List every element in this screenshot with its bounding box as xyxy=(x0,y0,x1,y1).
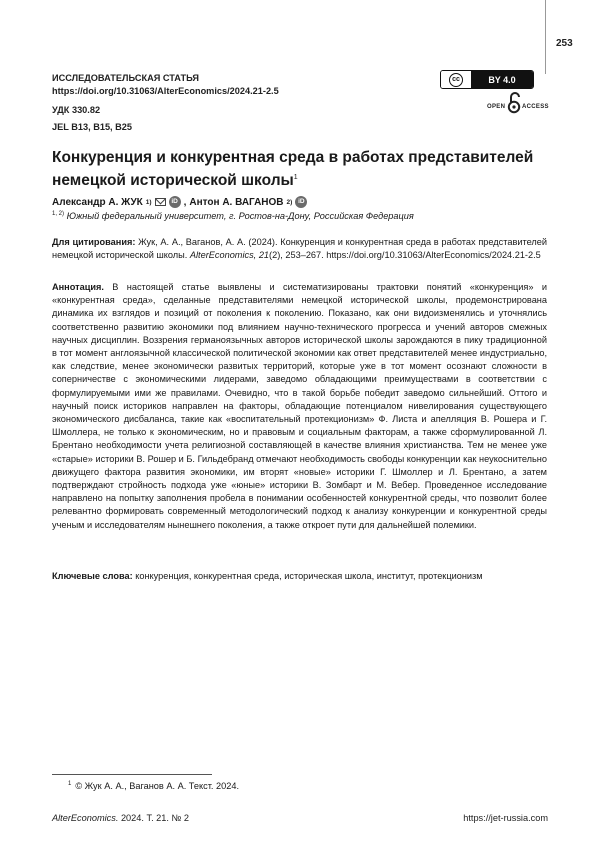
citation-label: Для цитирования: xyxy=(52,237,136,247)
keywords-label: Ключевые слова: xyxy=(52,571,133,581)
citation-block: Для цитирования: Жук, А. А., Ваганов, А. А. (2024). Конкуренция и конкурентная среда в работах представителей немецкой исторической школы. AlterEconomics, 21(2), 253–267. https://doi.org/10.31063/AlterEconomics/2024.21-2.5 xyxy=(52,237,548,261)
license-label: BY 4.0 xyxy=(471,71,533,88)
header-divider xyxy=(545,0,546,74)
article-type: ИССЛЕДОВАТЕЛЬСКАЯ СТАТЬЯ xyxy=(52,73,199,83)
affiliation-mark: 1, 2) xyxy=(52,211,65,217)
orcid-icon[interactable]: iD xyxy=(169,196,181,208)
udk: УДК 330.82 xyxy=(52,105,101,115)
page-number: 253 xyxy=(556,38,573,49)
author-affil-mark: 2) xyxy=(286,198,293,206)
footer-site-link[interactable]: https://jet-russia.com xyxy=(463,813,548,823)
cc-license-badge[interactable] xyxy=(440,70,534,89)
orcid-icon[interactable]: iD xyxy=(295,196,307,208)
cc-icon: cc xyxy=(441,71,471,88)
abstract-label: Аннотация. xyxy=(52,282,104,292)
keywords xyxy=(52,570,547,583)
authors-line xyxy=(52,196,307,208)
open-access-left-text: OPEN xyxy=(487,104,506,110)
article-title: Конкуренция и конкурентная среда в работах представителей немецкой исторической школы$^1$ xyxy=(52,149,534,190)
open-lock-icon xyxy=(507,92,521,114)
keywords-text: конкуренция, конкурентная среда, историческая школа, институт, протекционизм xyxy=(132,571,483,581)
title-footnote-mark: 1 xyxy=(293,174,298,181)
author-name: Александр А. ЖУК xyxy=(52,196,143,208)
open-access-right-text: ACCESS xyxy=(522,104,549,110)
journal-name: AlterEconomics, xyxy=(189,250,257,261)
footer-journal: AlterEconomics. 2024. Т. 21. № 2 xyxy=(52,813,190,823)
doi-link[interactable]: https://doi.org/10.31063/AlterEconomics/2024.21-2.5 xyxy=(52,86,279,96)
affiliation: $^{1, 2)}$ Южный федеральный университет, г. Ростов-на-Дону, Российская Федерация xyxy=(52,211,414,222)
author-affil-mark: 1) xyxy=(145,198,152,206)
email-icon[interactable] xyxy=(155,198,166,206)
author-name: Антон А. ВАГАНОВ xyxy=(189,196,284,208)
open-access-logo xyxy=(487,92,547,116)
abstract-text: В настоящей статье выявлены и систематизированы трактовки понятий «конкуренция» и «конкурентная среда», сделанные представителями немецкой исторической школы, продемонстрирована динамика их взглядов и позиций от поколения к поколению. Показано, как они видоизменялись и уточнялись соответственно развитию экономики под влиянием научно-технического прогресса и учений авторов смежных научных дисциплин. Воззрения германоязычных авторов исторической школы зарождаются в пику традиционной в тот момент англоязычной классической политической экономии как ответ представителей менее индустриально, как следствие, менее экономически развитых территорий, которые уже в тот момент осознают сложности в соперничестве с экономическими лидерами, заведомо обладающими преимуществами в соответствии с формулируемыми ими же правилами. Очевидно, что в такой борьбе победит заведомо сильнейший. Оттого и научный поиск историков направлен на факторы, обладающие потенциалом нивелирования существующего экономического дисбаланса, такие как «воспитательный протекционизм» Ф. Листа и апелляция В. Рошера и Г. Шмоллера, не только к экономическим, но и правовым и социальным факторам, а также сформулированной Л. Брентано необходимости учета религиозной составляющей в качестве влияния христианства. Тем не менее уже «старые» историки В. Рошер и Б. Гильдебранд отмечают необходимость свободы конкуренции как неукоснительно движущего фактора развития экономики, им вторят «новые» историки Г. Шмоллер и Л. Брентано, а затем подтверждают стройность подхода уже «юные» историки В. Зомбарт и М. Вебер. Проведенное исследование направлено на попытку заполнения пробела в понимании особенностей конкурентной среды, что позволит более релевантно формировать современный методологический подход к анализу конкуренции и конкурентной среды ученым и исследователям нынешнего поколения, а также откроет пути для дальнейшей полемики. xyxy=(52,282,547,530)
abstract xyxy=(52,281,547,532)
footnote: $^1$ © Жук А. А., Ваганов А. А. Текст. 2024. xyxy=(68,781,240,792)
footnote-mark: 1 xyxy=(68,781,72,787)
jel-codes: JEL B13, B15, B25 xyxy=(52,122,133,132)
volume: 21 xyxy=(258,250,270,261)
author-separator: , xyxy=(183,196,187,208)
footnote-divider xyxy=(52,774,212,775)
